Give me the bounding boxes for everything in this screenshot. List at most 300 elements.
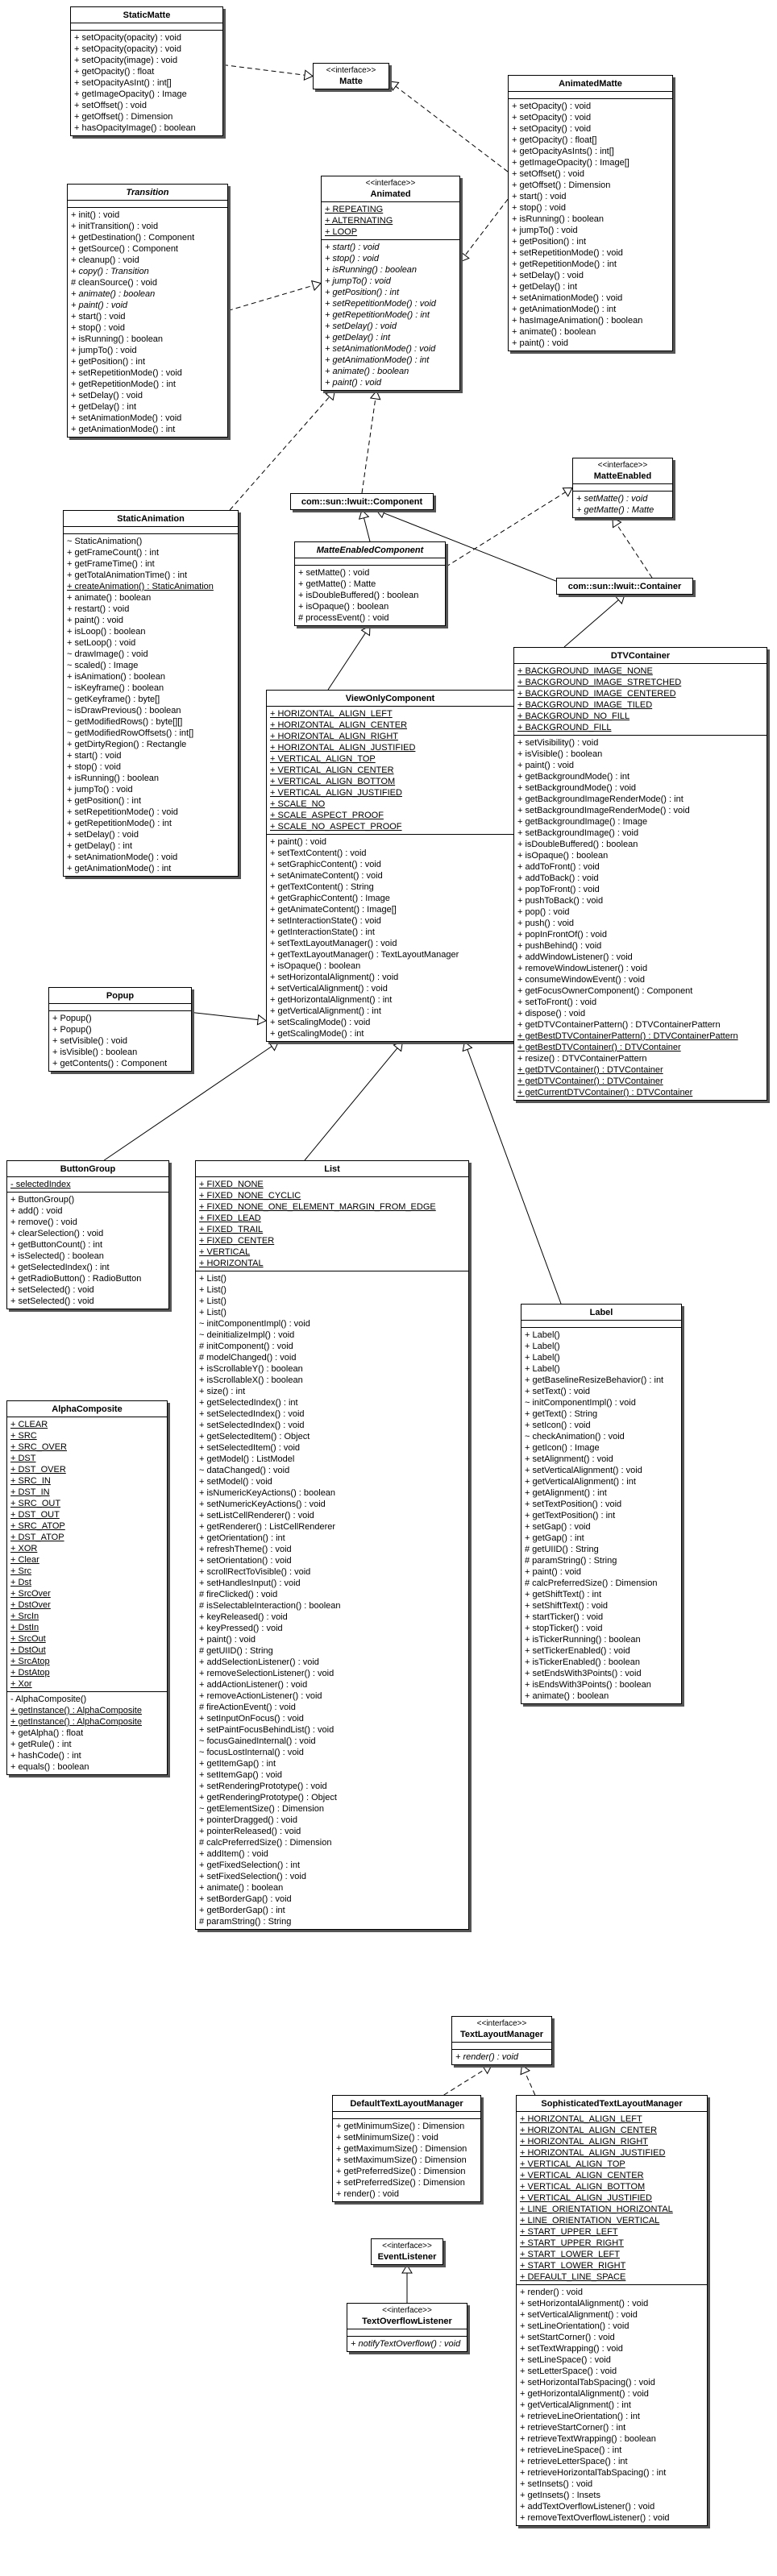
class-fields [71,23,222,31]
class-header [514,648,767,664]
class-member: + START_UPPER_LEFT [520,2227,618,2237]
class-member: ~ getKeyframe() : byte[] [67,695,160,704]
class-member: + VERTICAL_ALIGN_BOTTOM [270,777,396,786]
class-member: + getAlpha() : float [10,1728,84,1738]
class-member: + DstOver [10,1600,51,1610]
class-name: EventListener [377,2252,437,2262]
class-member: + getTextLayoutManager() : TextLayoutManager [270,950,459,960]
class-member: + pop() : void [517,907,570,917]
class-member: + animate() : boolean [512,327,596,337]
class-member: + paint() : void [270,837,327,847]
class-member: + FIXED_CENTER [199,1236,275,1246]
class-member: + pointerDragged() : void [199,1815,297,1825]
class-header [7,1401,167,1417]
class-member: + setSelected() : void [10,1285,94,1295]
class-member: + setEndsWith3Points() : void [525,1669,642,1678]
class-member: + VERTICAL_ALIGN_JUSTIFIED [520,2193,652,2203]
class-member: ~ getModifiedRows() : byte[][] [67,717,183,727]
class-member: + List() [199,1274,226,1284]
class-member: + stopTicker() : void [525,1624,603,1633]
class-member: + setBackgroundImageRenderMode() : void [517,806,690,815]
class-member: + setPaintFocusBehindList() : void [199,1725,334,1735]
class-box-component [290,493,434,510]
class-member: + List() [199,1308,226,1317]
class-member: + VERTICAL_ALIGN_TOP [520,2159,625,2169]
class-member: + setToFront() : void [517,998,597,1007]
class-member: ~ drawImage() : void [67,649,148,659]
class-member: + init() : void [71,210,120,220]
class-member: + HORIZONTAL_ALIGN_RIGHT [270,732,399,741]
class-member: + setLineOrientation() : void [520,2321,629,2331]
class-member: + setAnimationMode() : void [71,413,182,423]
class-member: + START_LOWER_RIGHT [520,2261,626,2271]
class-header [314,64,388,89]
class-member: + HORIZONTAL [199,1259,264,1268]
class-member: - selectedIndex [10,1180,71,1189]
class-member: + getInstance() : AlphaComposite [10,1706,142,1715]
class-member: + FIXED_NONE [199,1180,264,1189]
class-member: + paint() : void [525,1567,582,1577]
class-member: + isRunning() : boolean [71,334,164,344]
class-box-sophisticatedtextlayoutmanager [516,2095,708,2526]
class-member: + Popup() [52,1025,92,1035]
class-member: + BACKGROUND_IMAGE_TILED [517,700,653,710]
class-fields [267,707,513,835]
class-member: + setShiftText() : void [525,1601,609,1611]
class-member: + getBestDTVContainerPattern() : DTVContainerPattern [517,1031,738,1041]
class-member: + stop() : void [67,762,121,772]
class-member: + VERTICAL_ALIGN_TOP [270,754,376,764]
class-member: + removeActionListener() : void [199,1691,322,1701]
class-member: + getImageOpacity() : Image[] [512,158,629,168]
class-member: + BACKGROUND_IMAGE_STRETCHED [517,678,682,687]
class-member: # paramString() : String [199,1917,292,1927]
class-member: + setRepetitionMode() : void [67,807,178,817]
class-member: + getVerticalAlignment() : int [520,2400,631,2410]
class-member: + BACKGROUND_IMAGE_NONE [517,666,653,676]
class-member: + setTextLayoutManager() : void [270,939,397,948]
class-methods [333,2119,480,2201]
class-box-animated [321,176,460,391]
class-member: ~ checkAnimation() : void [525,1432,625,1441]
class-name: Label [589,1308,613,1317]
class-member: + FIXED_TRAIL [199,1225,264,1234]
class-member: + getItemGap() : int [199,1759,276,1769]
class-member: ~ initComponentImpl() : void [525,1398,636,1408]
class-member: + stop() : void [325,254,379,263]
class-member: + VERTICAL_ALIGN_CENTER [270,765,394,775]
class-member: + getSelectedItem() : Object [199,1432,310,1441]
class-name: ViewOnlyComponent [345,694,435,703]
class-member: + pushBehind() : void [517,941,602,951]
class-name: ButtonGroup [60,1164,116,1174]
class-methods [509,99,672,351]
class-member: + setText() : void [525,1387,591,1396]
class-member: + setRepetitionMode() : void [71,368,182,378]
class-member: + animate() : boolean [325,367,409,376]
class-header [573,458,672,484]
class-methods [49,1011,191,1071]
class-fields [7,1417,167,1692]
class-member: + getPosition() : int [325,288,400,297]
class-member: + setTextContent() : void [270,848,367,858]
class-header [7,1161,168,1177]
class-member: + setLoop() : void [67,638,136,648]
class-member: # isSelectableInteraction() : boolean [199,1601,341,1611]
class-member: + getBestDTVContainer() : DTVContainer [517,1043,681,1052]
arrowhead-triangle [361,626,370,636]
class-fields [7,1177,168,1193]
class-member: ~ scaled() : Image [67,661,139,670]
class-box-transition [67,184,228,438]
class-member: + getFixedSelection() : int [199,1860,301,1870]
class-member: + getShiftText() : int [525,1590,602,1599]
class-member: + setRepetitionMode() : void [325,299,436,309]
class-box-alphacomposite [6,1400,168,1775]
class-header [71,7,222,23]
class-member: + isAnimation() : boolean [67,672,165,682]
realization-line [526,2072,535,2095]
class-member: + getOpacityAsInts() : int[] [512,147,614,156]
class-member: + START_UPPER_RIGHT [520,2238,624,2248]
class-member: + DST [10,1454,36,1463]
class-stereotype: <<interface>> [382,2306,432,2315]
class-member: ~ focusLostInternal() : void [199,1748,304,1757]
class-member: + setOpacity(opacity) : void [74,44,181,54]
class-stereotype: <<interface>> [365,179,416,188]
class-fields [322,202,459,240]
class-member: + getBackgroundImageRenderMode() : int [517,794,684,804]
class-member: + getIcon() : Image [525,1443,600,1453]
class-member: + retrieveStartCorner() : int [520,2423,626,2433]
class-member: + setBackgroundImage() : void [517,828,639,838]
class-member: + SrcIn [10,1612,39,1621]
class-methods [64,534,238,876]
class-member: # initComponent() : void [199,1342,293,1351]
class-member: + setNumericKeyActions() : void [199,1500,326,1509]
arrowhead-triangle [326,391,334,400]
class-member: + setHorizontalTabSpacing() : void [520,2378,655,2387]
class-member: + jumpTo() : void [71,346,137,355]
realization-line [446,492,566,567]
class-member: + isOpaque() : boolean [298,602,389,612]
class-member: + getMatte() : Matte [298,579,376,589]
class-member: + start() : void [325,243,380,252]
class-member: + add() : void [10,1206,63,1216]
class-header [509,76,672,92]
class-member: + Label() [525,1364,560,1374]
class-member: + isTickerRunning() : boolean [525,1635,641,1645]
class-member: + render() : void [520,2288,583,2297]
class-member: + setGraphicContent() : void [270,860,381,869]
class-member: + getVerticalAlignment() : int [525,1477,636,1487]
class-member: + animate() : boolean [199,1883,284,1893]
class-member: + setSelectedIndex() : void [199,1421,305,1430]
class-member: + getAnimationMode() : int [325,355,430,365]
class-member: + setFixedSelection() : void [199,1872,306,1881]
class-member: + startTicker() : void [525,1612,604,1622]
class-member: + paint() : void [517,761,575,770]
class-member: # calcPreferredSize() : Dimension [525,1578,658,1588]
class-member: + VERTICAL_ALIGN_JUSTIFIED [270,788,402,798]
class-header [295,542,445,558]
class-member: + SrcOut [10,1634,46,1644]
class-methods [295,566,445,625]
class-fields [68,201,227,208]
class-member: + setIcon() : void [525,1421,591,1430]
class-member: + SCALE_NO_ASPECT_PROOF [270,822,402,832]
class-name: StaticAnimation [117,514,185,524]
realization-line [362,399,376,493]
class-member: + stop() : void [512,203,566,213]
class-member: + retrieveHorizontalTabSpacing() : int [520,2468,667,2478]
arrowhead-triangle [563,488,572,496]
class-member: + getInsets() : Insets [520,2491,600,2500]
class-methods [267,835,513,1041]
realization-line [444,2069,485,2095]
arrowhead-triangle [482,2065,492,2073]
class-member: + getAnimationMode() : int [67,864,172,873]
class-box-list [195,1160,469,1930]
class-name: Matte [339,77,363,86]
class-methods [7,1193,168,1309]
class-member: + SRC_OVER [10,1442,67,1452]
class-member: + getGraphicContent() : Image [270,894,390,903]
class-member: + setTickerEnabled() : void [525,1646,630,1656]
class-member: + setInsets() : void [520,2479,593,2489]
class-member: + setBorderGap() : void [199,1894,292,1904]
class-member: + getSource() : Component [71,244,178,254]
class-box-buttongroup [6,1160,169,1309]
class-member: + SCALE_NO [270,799,326,809]
class-header [196,1161,468,1177]
realization-line [223,64,305,75]
class-member: + setHorizontalAlignment() : void [270,973,399,982]
class-member: + getRepetitionMode() : int [512,259,617,269]
class-member: + List() [199,1296,226,1306]
class-member: + paint() : void [325,378,382,388]
class-member: + LOOP [325,227,358,237]
class-member: + retrieveLineSpace() : int [520,2445,622,2455]
class-name: MatteEnabledComponent [316,545,424,555]
class-fields [514,664,767,736]
class-member: + notifyTextOverflow() : void [351,2339,461,2349]
class-member: ~ deinitializeImpl() : void [199,1330,295,1340]
class-name: DTVContainer [610,651,671,661]
arrowhead-triangle [359,510,369,519]
class-member: + removeSelectionListener() : void [199,1669,334,1678]
class-member: + FIXED_NONE_ONE_ELEMENT_MARGIN_FROM_EDGE [199,1202,436,1212]
class-member: + DST_OVER [10,1465,66,1475]
class-methods [71,31,222,135]
class-member: ~ focusGainedInternal() : void [199,1736,316,1746]
class-methods [7,1692,167,1774]
class-member: + DEFAULT_LINE_SPACE [520,2272,626,2282]
class-member: + getAnimationMode() : int [71,425,176,434]
class-member: + getDelay() : int [71,402,137,412]
class-box-staticanimation [63,510,239,877]
class-member: ~ isKeyframe() : boolean [67,683,164,693]
class-member: + HORIZONTAL_ALIGN_LEFT [270,709,393,719]
class-header [347,2304,467,2329]
class-member: ~ getElementSize() : Dimension [199,1804,324,1814]
class-name: com::sun::lwuit::Component [301,497,423,507]
class-member: + HORIZONTAL_ALIGN_CENTER [270,720,408,730]
class-box-staticmatte [70,6,223,136]
class-member: + addActionListener() : void [199,1680,308,1690]
class-member: # cleanSource() : void [71,278,157,288]
class-member: + setDelay() : void [67,830,139,840]
class-member: + popToFront() : void [517,885,600,894]
class-member: + setOpacityAsInt() : int[] [74,78,172,88]
class-member: + setRenderingPrototype() : void [199,1782,327,1791]
generalization-line [305,1048,397,1160]
class-member: + getOffset() : Dimension [512,180,611,190]
class-member: + addToFront() : void [517,862,600,872]
class-member: + hasOpacityImage() : boolean [74,123,196,133]
class-member: + hashCode() : int [10,1751,81,1761]
class-member: + getFrameTime() : int [67,559,155,569]
class-member: + setOpacity(opacity) : void [74,33,181,43]
arrowhead-triangle [371,391,380,400]
class-member: + paint() : void [67,616,124,625]
class-header [372,2239,443,2264]
class-member: + getModel() : ListModel [199,1454,295,1464]
class-name: TextLayoutManager [459,2030,544,2039]
class-member: + SrcAtop [10,1657,50,1666]
class-member: + Popup() [52,1014,92,1023]
class-member: + getAnimationMode() : int [512,305,617,314]
class-member: - AlphaComposite() [10,1695,87,1704]
class-member: + getRenderingPrototype() : Object [199,1793,337,1802]
class-methods [573,492,672,517]
class-member: + getGap() : int [525,1533,584,1543]
class-member: + getRepetitionMode() : int [71,380,176,389]
class-member: + setMaximumSize() : Dimension [336,2155,467,2165]
class-member: + BACKGROUND_IMAGE_CENTERED [517,689,676,699]
class-fields [452,2043,551,2050]
class-methods [517,2285,707,2525]
class-box-matteenabled [572,458,673,518]
class-member: + addToBack() : void [517,873,599,883]
class-fields [295,558,445,566]
class-member: + getInteractionState() : int [270,927,375,937]
class-member: + setStartCorner() : void [520,2333,615,2342]
class-member: + cleanup() : void [71,255,139,265]
class-header [68,185,227,201]
class-header [333,2096,480,2112]
class-methods [521,1328,681,1703]
generalization-line [192,1013,258,1020]
class-name: Popup [106,991,135,1001]
class-fields [573,484,672,492]
class-member: + Xor [10,1679,32,1689]
class-member: + paint() : void [512,338,569,348]
class-member: + pushToBack() : void [517,896,604,906]
class-member: + getCurrentDTVContainer() : DTVContainer [517,1088,693,1097]
class-member: + getSelectedIndex() : int [199,1398,298,1408]
class-member: + setTextWrapping() : void [520,2344,623,2354]
class-box-defaulttextlayoutmanager [332,2095,481,2202]
class-member: + setOffset() : void [74,101,147,110]
class-stereotype: <<interface>> [597,461,648,470]
class-member: + setVerticalAlignment() : void [525,1466,642,1475]
class-member: + popInFrontOf() : void [517,930,607,940]
class-member: + start() : void [67,751,122,761]
class-member: + isScrollableX() : boolean [199,1375,303,1385]
class-methods [322,240,459,390]
class-member: + getRenderer() : ListCellRenderer [199,1522,336,1532]
class-member: # fireActionEvent() : void [199,1703,296,1712]
class-member: + getOffset() : Dimension [74,112,173,122]
class-member: + setScalingMode() : void [270,1018,371,1027]
class-box-popup [48,987,192,1072]
class-member: + setDelay() : void [512,271,584,280]
class-name: List [324,1164,340,1174]
class-box-matte [313,63,389,89]
class-member: + SRC_ATOP [10,1521,65,1531]
class-member: + isRunning() : boolean [325,265,418,275]
class-member: + animate() : boolean [71,289,156,299]
class-member: + setModel() : void [199,1477,272,1487]
class-member: + REPEATING [325,205,384,214]
class-name: StaticMatte [123,10,171,20]
class-member: + animate() : boolean [525,1691,609,1701]
class-member: + setOffset() : void [512,169,584,179]
class-member: # modelChanged() : void [199,1353,297,1363]
class-member: + getTextPosition() : int [525,1511,616,1520]
class-member: + setAnimateContent() : void [270,871,383,881]
class-member: + getPreferredSize() : Dimension [336,2167,466,2176]
class-member: # getUIID() : String [199,1646,273,1656]
class-member: + retrieveLetterSpace() : int [520,2457,628,2466]
class-member: + clearSelection() : void [10,1229,104,1238]
class-stereotype: <<interface>> [326,66,376,75]
class-member: + Dst [10,1578,31,1587]
class-member: + DstIn [10,1623,39,1632]
class-member: + paint() : void [199,1635,256,1645]
class-member: + getBaselineResizeBehavior() : int [525,1375,664,1385]
class-member: + jumpTo() : void [325,276,391,286]
class-member: + paint() : void [71,301,128,310]
class-member: + Label() [525,1353,560,1363]
class-member: + isNumericKeyActions() : boolean [199,1488,336,1498]
class-member: + LINE_ORIENTATION_HORIZONTAL [520,2205,673,2214]
class-fields [196,1177,468,1271]
class-member: + setOrientation() : void [199,1556,292,1566]
arrowhead-triangle [402,2265,412,2273]
class-member: + getDelay() : int [67,841,133,851]
class-member: # paramString() : String [525,1556,617,1566]
class-member: + isVisible() : boolean [517,749,603,759]
class-member: + pointerReleased() : void [199,1827,301,1836]
class-member: + getDTVContainerPattern() : DTVContainerPattern [517,1020,721,1030]
class-member: + ButtonGroup() [10,1195,75,1205]
class-member: + BACKGROUND_FILL [517,723,612,732]
class-name: DefaultTextLayoutManager [350,2099,463,2109]
class-methods [196,1271,468,1929]
class-member: + initTransition() : void [71,222,159,231]
class-member: ~ getModifiedRowOffsets() : int[] [67,728,194,738]
class-member: + getRadioButton() : RadioButton [10,1274,142,1284]
class-member: + getFocusOwnerComponent() : Component [517,986,693,996]
class-member: + keyPressed() : void [199,1624,283,1633]
class-methods [68,208,227,437]
class-member: + getPosition() : int [67,796,142,806]
class-box-eventlistener [371,2238,443,2265]
class-member: + hasImageAnimation() : boolean [512,316,643,326]
class-member: + setBackgroundMode() : void [517,783,637,793]
